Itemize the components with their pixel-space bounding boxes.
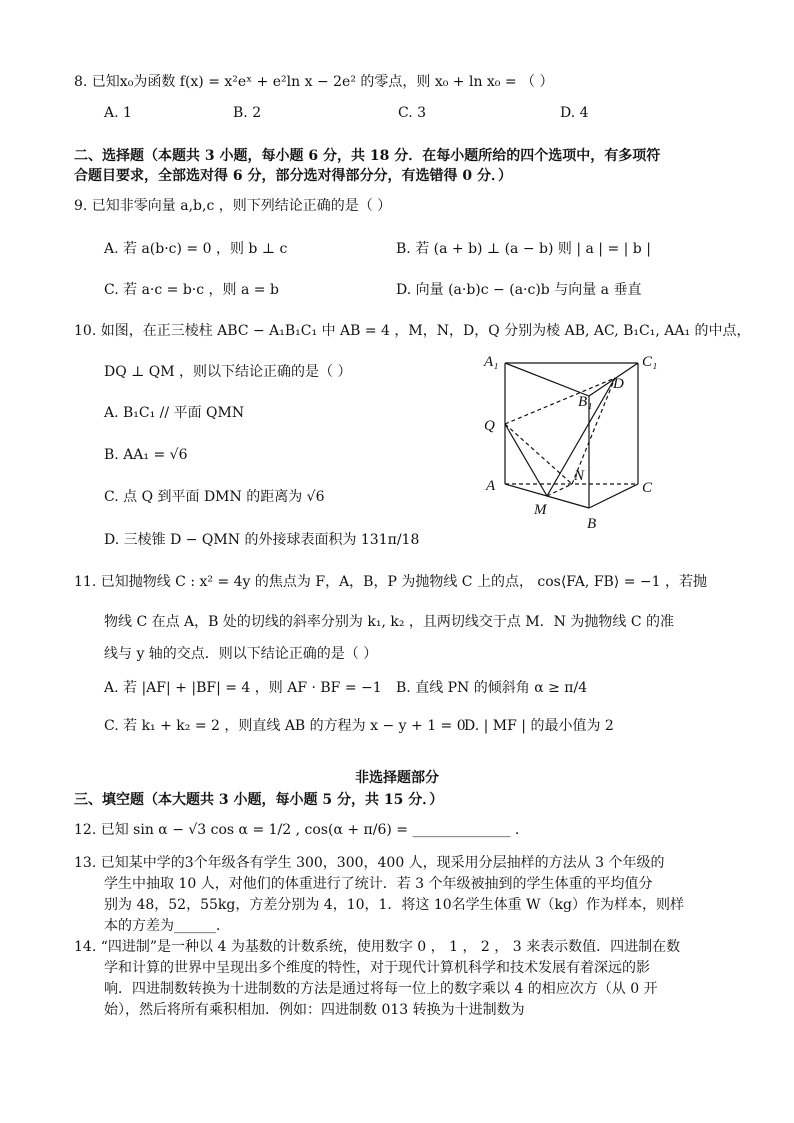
section-2-heading-line-2: 合题目要求，全部选对得 6 分，部分选对得部分分，有选错得 0 分．）: [74, 168, 512, 184]
label-c1: C₁: [642, 354, 658, 370]
question-14-line-2: 学和计算的世界中呈现出多个维度的特性，对于现代计算机科学和技术发展有着深远的影: [104, 960, 650, 976]
question-13-line-3: 别为 48，52，55kg，方差分别为 4，10，1．将这 10名学生体重 W（kg）作为样本，则样: [104, 897, 684, 913]
question-11-option-a: A. 若 |AF| + |BF| = 4 ，则 AF · BF = −1: [104, 680, 382, 696]
question-10-option-a: A. B₁C₁ // 平面 QMN: [104, 405, 245, 421]
question-9-option-d: D. 向量 (a·b)c − (a·c)b 与向量 a 垂直: [396, 282, 642, 298]
label-d: D: [613, 376, 624, 392]
label-a1: A₁: [484, 354, 499, 370]
label-a: A: [486, 478, 496, 494]
section-2-heading-line-1: 二、选择题（本题共 3 小题，每小题 6 分，共 18 分．在每小题所给的四个选项中，有多项符: [74, 148, 661, 164]
question-12: 12. 已知 sin α − √3 cos α = 1/2 , cos(α + π/6) = ______________ .: [74, 822, 520, 838]
question-11-option-d: D. | MF | 的最小值为 2: [464, 718, 614, 734]
section-3-heading: 三、填空题（本大题共 3 小题，每小题 5 分，共 15 分．）: [74, 792, 444, 808]
question-9-option-c: C. 若 a·c = b·c ，则 a = b: [104, 282, 279, 298]
question-13-line-4: 本的方差为______．: [104, 918, 230, 934]
question-13-line-2: 学生中抽取 10 人，对他们的体重进行了统计．若 3 个年级被抽到的学生体重的平均值分: [104, 876, 653, 892]
question-14-line-1: 14. “四进制”是一种以 4 为基数的计数系统，使用数字 0 ， 1 ， 2 ， 3 来表示数值．四进制在数: [74, 939, 681, 955]
label-b1: B₁: [578, 394, 593, 410]
question-13-line-1: 13. 已知某中学的3个年级各有学生 300，300，400 人，现采用分层抽样的方法从 3 个年级的: [74, 855, 665, 871]
question-8-option-b: B. 2: [233, 105, 262, 121]
part-2-title: 非选择题部分: [355, 770, 439, 786]
question-14-line-4: 始），然后将所有乘积相加．例如：四进制数 013 转换为十进制数为: [104, 1002, 525, 1018]
question-9-option-a: A. 若 a(b·c) = 0 ，则 b ⊥ c: [104, 241, 288, 257]
label-m: M: [534, 502, 547, 518]
question-10-option-c: C. 点 Q 到平面 DMN 的距离为 √6: [104, 489, 325, 505]
question-9-option-b: B. 若 (a + b) ⊥ (a − b) 则 | a | = | b |: [396, 241, 651, 257]
question-10-stem-line-2: DQ ⊥ QM ，则以下结论正确的是（ ）: [104, 364, 352, 380]
question-10-option-d: D. 三棱锥 D − QMN 的外接球表面积为 131π/18: [104, 532, 420, 548]
label-b: B: [587, 516, 597, 532]
prism-figure: [470, 346, 670, 534]
question-9-stem: 9. 已知非零向量 a,b,c ，则下列结论正确的是（ ）: [74, 198, 392, 214]
question-14-line-3: 响．四进制数转换为十进制数的方法是通过将每一位上的数字乘以 4 的相应次方（从 0 开: [104, 981, 658, 997]
question-11-option-c: C. 若 k₁ + k₂ = 2 ，则直线 AB 的方程为 x − y + 1 = 0: [104, 718, 466, 734]
question-11-option-b: B. 直线 PN 的倾斜角 α ≥ π/4: [396, 680, 588, 696]
question-8-option-c: C. 3: [398, 105, 427, 121]
question-11-stem-line-3: 线与 y 轴的交点．则以下结论正确的是（ ）: [104, 646, 378, 662]
question-8-stem: 8. 已知x₀为函数 f(x) = x²eˣ + e²ln x − 2e² 的零点，则 x₀ + ln x₀ = （ ）: [74, 74, 554, 90]
question-10-stem-line-1: 10. 如图，在正三棱柱 ABC − A₁B₁C₁ 中 AB = 4 ，M，N，D，Q 分别为棱 AB, AC, B₁C₁, AA₁ 的中点，: [74, 323, 751, 339]
question-10-option-b: B. AA₁ = √6: [104, 447, 188, 463]
label-q: Q: [484, 418, 495, 434]
question-8-option-a: A. 1: [104, 105, 132, 121]
question-8-option-d: D. 4: [560, 105, 589, 121]
question-11-stem-line-2: 物线 C 在点 A，B 处的切线的斜率分别为 k₁, k₂ ，且两切线交于点 M．N 为抛物线 C 的准: [104, 614, 674, 630]
label-n: N: [574, 468, 585, 484]
question-11-stem-line-1: 11. 已知抛物线 C : x² = 4y 的焦点为 F，A，B，P 为抛物线 C 上的点， cos⟨FA, FB⟩ = −1 ，若抛: [74, 574, 707, 590]
label-c: C: [642, 480, 653, 496]
